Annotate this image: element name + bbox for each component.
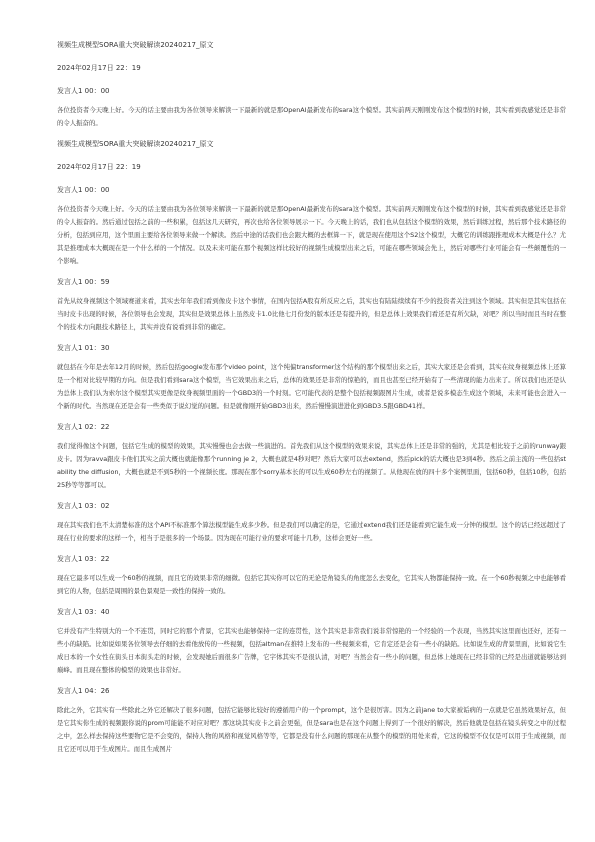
paragraph: 现在它最多可以生成一个60秒的视频，而且它的效果非常的细微。包括它其实你可以它的无论是角镜头的角度怎么去变化，它其实人物都能保持一致。在一个60秒视频之中也能够看到它的人物，包括是周围的景色景观是一致性的保持一致的。 xyxy=(57,574,566,595)
document-page xyxy=(57,40,566,765)
document-date: 2024年02月17日 22：19 xyxy=(57,64,141,72)
paragraph: 就包括在今年是去年12月的时候，然后包括google发布那个video point，这个纯偏transformer这个结构的那个模型出来之后，其实大家还是会看到，其实在纹身视频总体上还算是一个相对比较早期的方向。但是我们看到sara这个模型，当它效果出来之后，总体的效果还是非常的惊艳的，而且也甚至已经开始有了一些清现的能力出来了。所以我们也还是认为总体上我们认为索尔这个模型其实更像是纹身视频里面的一个GBD3的一个时刻。它可能代表的是整个包括视频跟图片生成，或者是说多模态生成这个领域，未来可能也会进入一个新的时代。当然现在还是会有一些类似于说幻觉的问题。但是就像刚开始GBD3出来，然后慢慢演进进化到GBD3.5跟GBD41样。 xyxy=(57,363,566,410)
speaker-timestamp: 发言人1 00：59 xyxy=(57,278,110,286)
document-title: 视频生成模型SORA重大突破解读20240217_原文 xyxy=(57,41,214,49)
paragraph: 它并没有产生特别大的一个不连贯，同时它的那个背景，它其实也能够保持一定的连贯性，这个其实是非常我们说非常惊艳的一个经验的一个表现，当然其实这里面也还好，还有一些小的缺陷。比如说如果各位领导去仔细的去看他放传的一些视频，包括altman在推特上发布的一些视频来看，它肯定还是会有一些小的缺陷。比如说生成的背景里面，比如说它生成日本的一个女性在街头日本街头走的时候，会发现她后面很多广告牌，它字体其实不是很认清，对吧？当然会有一些小的问题，但总体上她现在已经非常的已经是出道就能够达到巅峰。而且现在整体的模型的效果也非常好。 xyxy=(57,627,566,674)
paragraph: 除此之外，它其实有一些除此之外它还解决了很多问题，包括它能够比较好的遵循用户的一个prompt，这个是很厉害。因为之前jane to大家被诟病的一点就是它虽然效果好点，但是它其实你生成的视频跟你说的prom可能能不对应对吧？那这块其实皮卡之前会更强，但是sara也是在这个问题上得到了一个很好的解决，然后他就是包括在镜头转变之中的过程之中，怎么样去保持这些要物它是不会变的，保持人物的风格和视觉风格等等，它都是没有什么问题的那现在从整个的模型的用处来看，它这的模型不仅仅是可以用于生成视频，而且它还可以用于生成图片。而且生成图片 xyxy=(57,706,566,753)
speaker-timestamp: 发言人1 03：40 xyxy=(57,608,110,616)
speaker-timestamp: 发言人1 01：30 xyxy=(57,344,110,352)
speaker-timestamp: 发言人1 03：02 xyxy=(57,502,110,510)
speaker-timestamp: 发言人1 00：00 xyxy=(57,87,110,95)
paragraph: 各位投资者今天晚上好。今天的话主要由我为各位领导来解读一下最新的就是那OpenAI最新发布的sara这个模型。其实前两天刚刚发布这个模型的时候，其实看到我感觉还是非常的令人振奋的。 xyxy=(57,106,566,127)
document-date-repeat: 2024年02月17日 22：19 xyxy=(57,163,141,171)
paragraph: 我们觉得像这个问题，包括它生成的模型的效果，其实慢慢也会去做一些演进的。首先我们从这个模型的效果来说，其实总体上还是非常的强的，尤其是相比较于之前的runway跟皮卡。因为ravva跟皮卡他们其实之前大概也就能像那个running je 2，大概也就是4秒对吧？然后大家可以去extend，然后pick的话大概也是3到4秒。然后之前主流的一些包括stability the diffusion，大概也就是不到5秒的一个视频长度。那现在那个sorry基本长的可以生成60秒左右的视频了。从他现在放的四十多个案例里面，包括60秒，包括10秒，包括25秒等等都可以。 xyxy=(57,442,566,489)
speaker-timestamp: 发言人1 02：22 xyxy=(57,423,110,431)
paragraph: 各位投资者今天晚上好。今天的话主要由我为各位领导来解读一下最新的就是那OpenAI最新发布的sara这个模型。其实前两天刚刚发布这个模型的时候，其实看到我感觉还是非常的令人振奋的。然后通过包括之前的一些积累，包括这几天研究，再次也给各位领导展示一下。今天晚上的话，我们也从包括这个模型的效果，然后训练过程，然后那个技术路径的分析，包括到应用，这个里面主要给各位领导来做一个解读。然后中途的话我们也会跟大概的去框算一下，就是现在使用这个S2这个模型，大概它的训练跟推理成本大概是什么？尤其是推理成本大概现在是一个什么样的一个情况。以及未来可能在那个视频这样比较好的视频生成模型出来之后，可能在哪些领域会先上，然后对哪些行业可能会有一些颠覆性的一个影响。 xyxy=(57,205,566,265)
paragraph: 现在其实我们也不太清楚标准的这个API不标准那个算法模型能生成多少秒。但是我们可以确定的是，它通过extend我们还是能看到它能生成一分钟的模型。这个的话已经远超过了现在行业的要求的这样一个，相当于是很多的一个场景。因为现在可能行业的要求可能十几秒，这样会更好一些。 xyxy=(57,521,566,542)
paragraph: 首先从纹身视频这个领域赛道来看，其实去年年我们看到像皮卡这个事情，在国内包括A股有所反应之后，其实也有陆陆续续有不少的投资者关注到这个领域。其实但是其实包括在当时皮卡出现的时候，各位领导也会发现，其实但是效果总体上虽然皮卡1.0比他七月份发的版本还是有提升的，但是总体上效果我们看还是有所欠缺，对吧？所以当时而且当时在整个的技术方向跟技术路径上，其实并没有说看到非常的确定。 xyxy=(57,297,566,331)
speaker-timestamp: 发言人1 00：00 xyxy=(57,186,110,194)
speaker-timestamp: 发言人1 04：26 xyxy=(57,687,110,695)
speaker-timestamp: 发言人1 03：22 xyxy=(57,555,110,563)
document-title-repeat: 视频生成模型SORA重大突破解读20240217_原文 xyxy=(57,140,214,148)
